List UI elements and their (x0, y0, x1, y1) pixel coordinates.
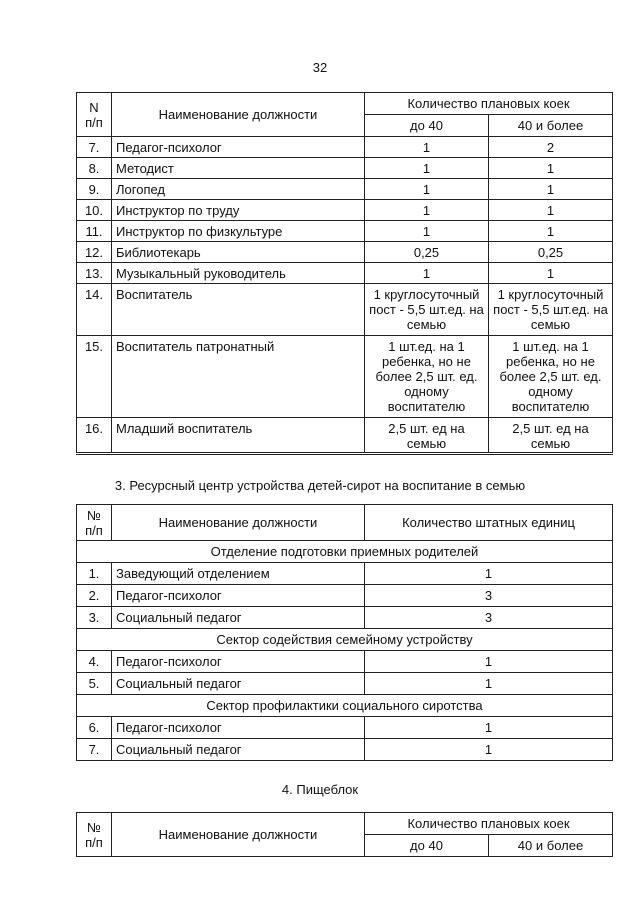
section-4-title: 4. Пищеблок (281, 782, 359, 797)
value-up-to-40: 1 круглосуточный пост - 5,5 шт.ед. на семью (365, 284, 489, 336)
table-row (77, 221, 613, 242)
row-number: 2. (77, 585, 112, 607)
table-row (77, 137, 613, 158)
table-row (77, 336, 613, 418)
row-number: 14. (77, 284, 112, 336)
staff-table-resource-center (76, 504, 613, 761)
row-number: 16. (77, 418, 112, 454)
position-name: Педагог-психолог (112, 717, 365, 739)
header-up-to-40: до 40 (365, 115, 489, 137)
group-title: Отделение подготовки приемных родителей (77, 541, 613, 563)
position-name: Заведующий отделением (112, 563, 365, 585)
position-name: Инструктор по физкультуре (112, 221, 365, 242)
row-number: 1. (77, 563, 112, 585)
header-position-name: Наименование должности (112, 93, 365, 137)
group-header-row (77, 541, 613, 563)
staff-count: 1 (365, 739, 613, 761)
value-up-to-40: 1 (365, 158, 489, 179)
position-name: Логопед (112, 179, 365, 200)
header-num: N п/п (77, 93, 112, 137)
position-name: Педагог-психолог (112, 137, 365, 158)
table-row (77, 739, 613, 761)
value-40-and-more: 1 круглосуточный пост - 5,5 шт.ед. на семью (489, 284, 613, 336)
header-num: № п/п (77, 505, 112, 541)
table-row (77, 158, 613, 179)
table-row (77, 284, 613, 336)
staff-count: 1 (365, 673, 613, 695)
position-name: Музыкальный руководитель (112, 263, 365, 284)
value-up-to-40: 1 (365, 137, 489, 158)
table-row (77, 242, 613, 263)
position-name: Методист (112, 158, 365, 179)
row-number: 15. (77, 336, 112, 418)
table-row (77, 563, 613, 585)
row-number: 10. (77, 200, 112, 221)
value-40-and-more: 1 (489, 158, 613, 179)
header-40-and-more: 40 и более (489, 115, 613, 137)
row-number: 7. (77, 137, 112, 158)
position-name: Воспитатель (112, 284, 365, 336)
row-number: 7. (77, 739, 112, 761)
table-row (77, 585, 613, 607)
value-40-and-more: 1 (489, 263, 613, 284)
position-name: Воспитатель патронатный (112, 336, 365, 418)
header-num: № п/п (77, 813, 112, 857)
value-up-to-40: 1 (365, 179, 489, 200)
header-position-name: Наименование должности (112, 813, 365, 857)
position-name: Социальный педагог (112, 673, 365, 695)
value-40-and-more: 1 (489, 200, 613, 221)
value-up-to-40: 1 (365, 221, 489, 242)
table-row (77, 179, 613, 200)
table-row (77, 607, 613, 629)
header-planned-beds: Количество плановых коек (365, 93, 613, 115)
staff-count: 1 (365, 563, 613, 585)
value-40-and-more: 2,5 шт. ед на семью (489, 418, 613, 454)
table-row (77, 418, 613, 454)
group-title: Сектор профилактики социального сиротства (77, 695, 613, 717)
staff-count: 3 (365, 607, 613, 629)
value-up-to-40: 1 шт.ед. на 1 ребенка, но не более 2,5 шт. ед. одному воспитателю (365, 336, 489, 418)
value-40-and-more: 1 (489, 179, 613, 200)
section-3-title: 3. Ресурсный центр устройства детей-сирот на воспитание в семью (114, 478, 526, 493)
table-row (77, 263, 613, 284)
value-40-and-more: 0,25 (489, 242, 613, 263)
row-number: 13. (77, 263, 112, 284)
group-title: Сектор содействия семейному устройству (77, 629, 613, 651)
row-number: 4. (77, 651, 112, 673)
group-header-row (77, 629, 613, 651)
staff-count: 1 (365, 651, 613, 673)
table-row (77, 673, 613, 695)
row-number: 12. (77, 242, 112, 263)
header-40-and-more: 40 и более (489, 835, 613, 857)
table-row (77, 200, 613, 221)
value-up-to-40: 0,25 (365, 242, 489, 263)
staff-table-beds (76, 92, 613, 455)
header-staff-count: Количество штатных единиц (365, 505, 613, 541)
position-name: Социальный педагог (112, 607, 365, 629)
position-name: Младший воспитатель (112, 418, 365, 454)
header-position-name: Наименование должности (112, 505, 365, 541)
position-name: Социальный педагог (112, 739, 365, 761)
value-up-to-40: 2,5 шт. ед на семью (365, 418, 489, 454)
row-number: 3. (77, 607, 112, 629)
value-up-to-40: 1 (365, 263, 489, 284)
position-name: Библиотекарь (112, 242, 365, 263)
position-name: Педагог-психолог (112, 585, 365, 607)
value-up-to-40: 1 (365, 200, 489, 221)
table-row (77, 651, 613, 673)
header-planned-beds: Количество плановых коек (365, 813, 613, 835)
row-number: 5. (77, 673, 112, 695)
staff-count: 3 (365, 585, 613, 607)
staff-count: 1 (365, 717, 613, 739)
group-header-row (77, 695, 613, 717)
page-number: 32 (312, 60, 328, 75)
value-40-and-more: 2 (489, 137, 613, 158)
value-40-and-more: 1 (489, 221, 613, 242)
row-number: 6. (77, 717, 112, 739)
header-up-to-40: до 40 (365, 835, 489, 857)
row-number: 11. (77, 221, 112, 242)
staff-table-kitchen (76, 812, 613, 857)
position-name: Педагог-психолог (112, 651, 365, 673)
table-row (77, 717, 613, 739)
row-number: 8. (77, 158, 112, 179)
value-40-and-more: 1 шт.ед. на 1 ребенка, но не более 2,5 шт. ед. одному воспитателю (489, 336, 613, 418)
row-number: 9. (77, 179, 112, 200)
position-name: Инструктор по труду (112, 200, 365, 221)
